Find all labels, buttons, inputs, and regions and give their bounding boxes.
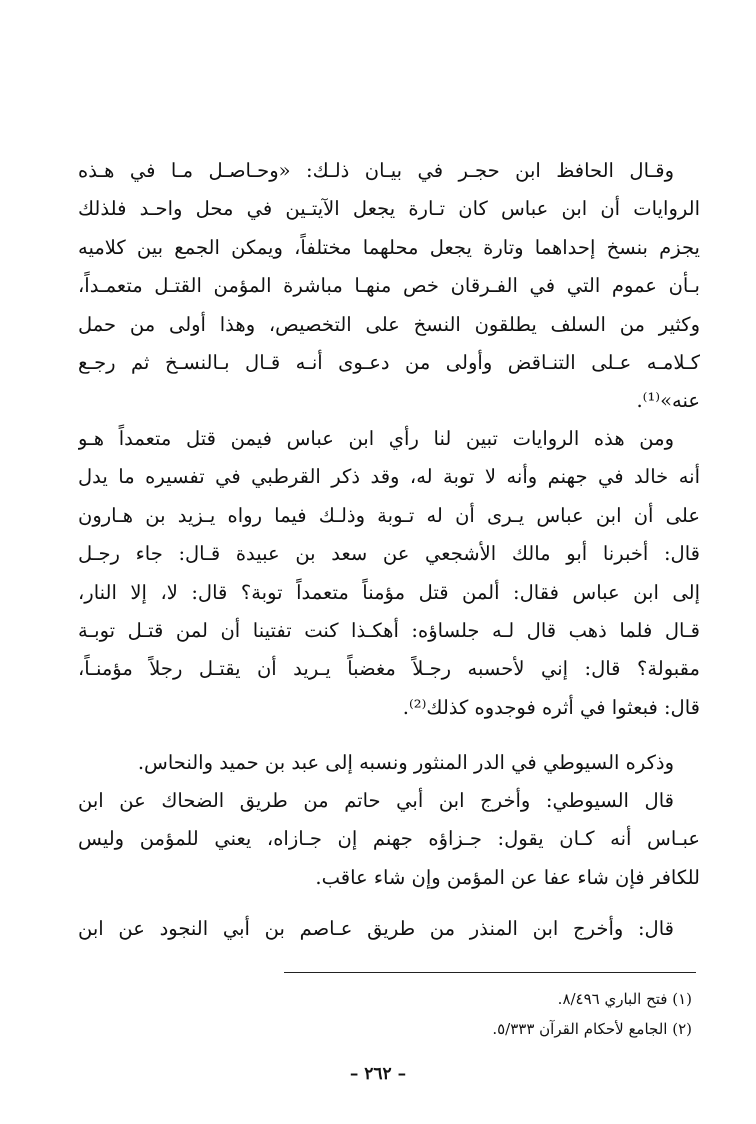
text-line: قال: فبعثوا في أثره فوجدوه كذلك⁽²⁾. <box>402 695 700 719</box>
paragraph-suyuti-mention <box>78 744 700 782</box>
text-line: عبـاس أنه كـان يقول: جـزاؤه جهنم إن جـازاه، يعني للمؤمن وليس <box>78 827 700 851</box>
text-line: بـأن عموم التي في الفـرقان خص منهـا مباشرة المؤمن القتـل متعمـداً، <box>78 274 700 298</box>
text-line: وقـال الحافظ ابن حجـر في بيـان ذلـك: «وحـاصـل مـا في هـذه <box>78 159 674 182</box>
text-line: قال: وأخرج ابن المنذر من طريق عـاصم بن أبي النجود عن ابن <box>78 917 674 940</box>
text-line: قال السيوطي: وأخرج ابن أبي حاتم من طريق الضحاك عن ابن <box>78 789 674 812</box>
text-line: وكثير من السلف يطلقون النسخ على التخصيص، وهذا أولى من حمل <box>78 312 700 336</box>
text-line: وذكره السيوطي في الدر المنثور ونسبه إلى عبد بن حميد والنحاس. <box>137 751 674 774</box>
page-number: – ٢٦٢ – <box>349 1064 407 1084</box>
text-line: يجزم بنسخ إحداهما وتارة يجعل محلهما مختلفاً، ويمكن الجمع بين كلاميه <box>78 235 700 259</box>
text-line: على أن ابن عباس يـرى أن له تـوبة وذلـك فيما رواه يـزيد بن هـارون <box>78 503 700 527</box>
text-line: إلى ابن عباس فقال: ألمن قتل مؤمناً متعمداً توبة؟ قال: لا، إلا النار، <box>78 580 700 604</box>
text-line: الروايات أن ابن عباس كان تـارة يجعل الآيتـين في محل واحـد فلذلك <box>78 197 700 221</box>
text-line: أنه خالد في جهنم وأنه لا توبة له، وقد ذكر القرطبي في تفسيره ما يدل <box>78 465 700 489</box>
footnote-separator <box>284 972 696 973</box>
paragraph-ibn-abbas-opinion <box>78 420 700 727</box>
text-line: ومن هذه الروايات تبين لنا رأي ابن عباس فيمن قتل متعمداً هـو <box>78 427 674 450</box>
text-line: عنه»⁽¹⁾. <box>636 389 700 413</box>
text-line: للكافر فإن شاء عفا عن المؤمن وإن شاء عاقب. <box>315 865 700 889</box>
text-line: قال: أخبرنا أبو مالك الأشجعي عن سعد بن عبيدة قـال: جاء رجـل <box>78 542 700 566</box>
footnotes <box>250 984 692 1044</box>
footnote-2: (٢) الجامع لأحكام القرآن ٥/٣٣٣. <box>492 1020 692 1038</box>
text-line: كـلامـه عـلى التنـاقض وأولى من دعـوى أنـه قـال بـالنسـخ ثم رجـع <box>78 351 700 375</box>
text-line: مقبولة؟ قال: إني لأحسبه رجـلاً مغضباً يـريد أن يقتـل رجلاً مؤمنـاً، <box>78 657 700 681</box>
paragraph-ibn-al-mundhir <box>78 910 700 948</box>
footnote-1: (١) فتح الباري ٨/٤٩٦. <box>557 990 692 1008</box>
text-line: قـال فلما ذهب قال لـه جلساؤه: أهكـذا كنت تفتينا أن لمن قتـل توبـة <box>78 619 700 643</box>
paragraph-ibn-hajar <box>78 152 700 421</box>
paragraph-suyuti-quote <box>78 782 700 897</box>
